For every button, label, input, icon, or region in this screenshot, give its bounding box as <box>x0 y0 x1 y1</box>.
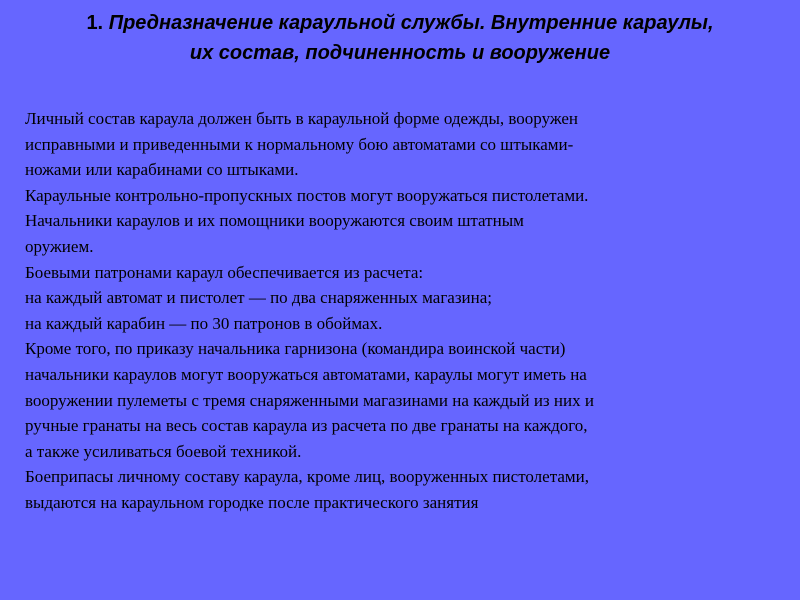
body-line: а также усиливаться боевой техникой. <box>25 441 302 461</box>
body-line: Караульные контрольно-пропускных постов могут вооружаться пистолетами. <box>25 185 589 205</box>
body-line: исправными и приведенными к нормальному бою автоматами со штыками- <box>25 134 574 154</box>
slide-title <box>0 8 800 68</box>
body-line: Боеприпасы личному составу караула, кроме лиц, вооруженных пистолетами, <box>25 467 589 487</box>
title-number: 1. <box>86 12 104 34</box>
body-line: Боевыми патронами караул обеспечивается из расчета: <box>25 262 424 282</box>
slide-body <box>25 106 795 516</box>
body-line: Кроме того, по приказу начальника гарнизона (командира воинской части) <box>25 339 566 359</box>
body-line: ручные гранаты на весь состав караула из расчета по две гранаты на каждого, <box>25 416 588 436</box>
body-line: на каждый автомат и пистолет — по два снаряженных магазина; <box>25 288 493 308</box>
body-line: вооружении пулеметы с тремя снаряженными магазинами на каждый из них и <box>25 390 594 410</box>
body-line: Начальники караулов и их помощники вооружаются своим штатным <box>25 211 524 231</box>
body-line: начальники караулов могут вооружаться автоматами, караулы могут иметь на <box>25 364 587 384</box>
body-line: ножами или карабинами со штыками. <box>25 160 299 180</box>
body-line: оружием. <box>25 236 94 256</box>
title-line-1: Предназначение караульной службы. Внутренние караулы, <box>108 12 714 34</box>
body-line: выдаются на караульном городке после практического занятия <box>25 492 479 512</box>
body-line: Личный состав караула должен быть в караульной форме одежды, вооружен <box>25 109 579 128</box>
body-line: на каждый карабин — по 30 патронов в обоймах. <box>25 313 383 333</box>
title-line-2: их состав, подчиненность и вооружение <box>189 42 611 64</box>
